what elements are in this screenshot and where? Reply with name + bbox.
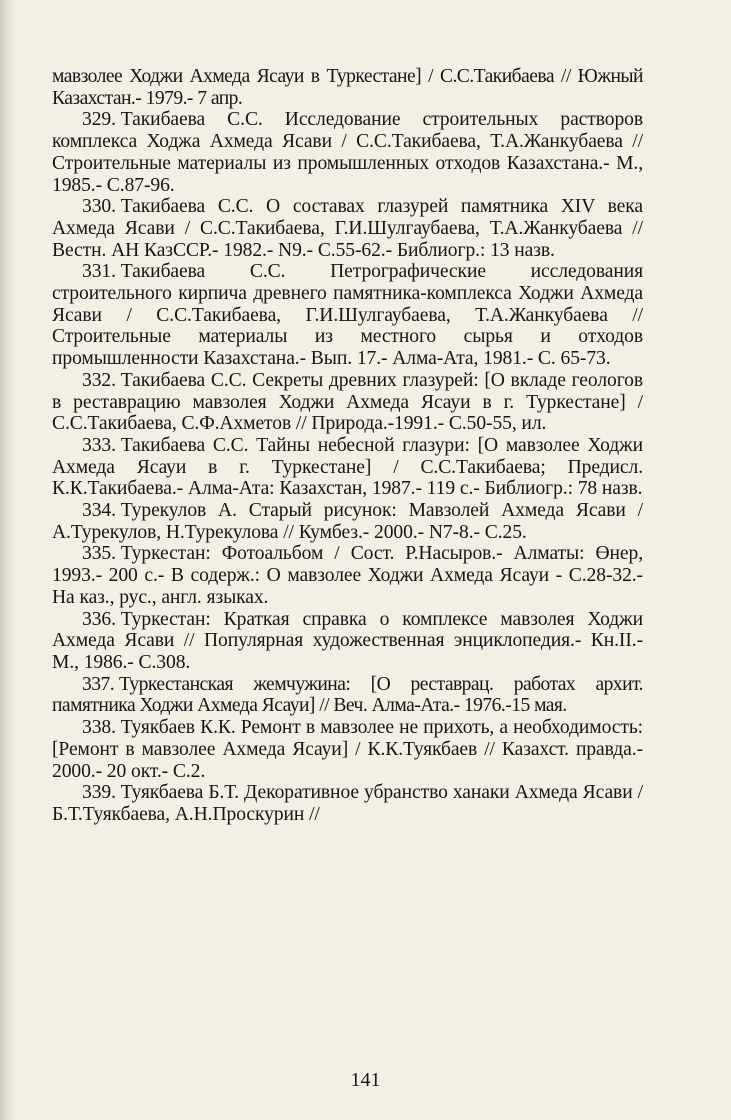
entry-text: Туякбаев К.К. Ремонт в мавзолее не прихоть, а необходимость: [Ремонт в мавзолее Ахмеда Ясауи] / К.К.Туякбаев // Казахст. правда.- 2000.- 20 окт.- С.2. (52, 717, 643, 782)
bibliography-entry-330 (52, 196, 643, 261)
entry-text: Такибаева С.С. Петрографические исследования строительного кирпича древнего памятника-комплекса Ходжи Ахмеда Ясави / С.С.Такибаева, Г.И.Шулгаубаева, Т.А.Жанкубаева // Строительные материалы из местного сырья и отходов промышленности Казахстана.- Вып. 17.- Алма-Ата, 1981.- С. 65-73. (52, 261, 643, 370)
entry-number: 330. (82, 196, 116, 218)
page-number: 141 (350, 1069, 381, 1091)
bibliography-entry-339 (52, 782, 643, 825)
bibliography-entry-335 (52, 543, 643, 608)
entry-number: 331. (82, 261, 116, 283)
entry-number: 329. (82, 109, 116, 131)
entry-continuation: мавзолее Ходжи Ахмеда Ясауи в Туркестане] / С.С.Такибаева // Южный Казахстан.- 1979.- 7 апр. (52, 66, 643, 109)
entry-text: Турекулов А. Старый рисунок: Мавзолей Ахмеда Ясави / А.Турекулов, Н.Турекулова // Кумбез.- 2000.- N7-8.- С.25. (52, 500, 643, 543)
bibliography-entry-332 (52, 370, 643, 435)
entry-number: 339. (82, 782, 116, 804)
entry-text: Такибаева С.С. О составах глазурей памятника XIV века Ахмеда Ясави / С.С.Такибаева, Г.И.Шулгаубаева, Т.А.Жанкубаева // Вестн. АН КазССР.- 1982.- N9.- С.55-62.- Библиогр.: 13 назв. (52, 196, 643, 261)
bibliography-entry-331 (52, 261, 643, 370)
entry-number: 332. (82, 369, 116, 391)
bibliography-entry-333 (52, 435, 643, 500)
entry-number: 337. (82, 673, 115, 695)
bibliography-entry-337 (52, 674, 643, 717)
page-spine-shadow (0, 0, 14, 1120)
entry-text: Туркестан: Фотоальбом / Сост. Р.Насыров.- Алматы: Өнер, 1993.- 200 с.- В содерж.: О мавзолее Ходжи Ахмеда Ясауи - С.28-32.- На каз., рус., англ. языках. (52, 543, 643, 608)
entry-text: Такибаева С.С. Исследование строительных растворов комплекса Ходжа Ахмеда Ясави / С.С.Такибаева, Т.А.Жанкубаева // Строительные материалы из промышленных отходов Казахстана.- М., 1985.- С.87-96. (52, 109, 643, 196)
entry-number: 335. (82, 543, 116, 565)
entry-number: 336. (82, 608, 116, 630)
bibliography-entry-336 (52, 609, 643, 674)
entry-text: Такибаева С.С. Секреты древних глазурей: [О вкладе геологов в реставрацию мавзолея Ходжи Ахмеда Ясауи в г. Туркестане] / С.С.Такибаева, С.Ф.Ахметов // Природа.-1991.- С.50-55, ил. (52, 369, 643, 435)
bibliography-text (52, 66, 643, 826)
bibliography-entry-329 (52, 109, 643, 196)
entry-number: 333. (82, 434, 116, 456)
entry-text: Туякбаева Б.Т. Декоративное убранство ханаки Ахмеда Ясави / Б.Т.Туякбаева, А.Н.Проскурин // (52, 782, 643, 825)
entry-number: 334. (82, 500, 116, 522)
entry-text: Туркестанская жемчужина: [О реставрац. работах архит. памятника Ходжи Ахмеда Ясауи] // Веч. Алма-Ата.- 1976.-15 мая. (52, 673, 643, 717)
bibliography-entry-338 (52, 717, 643, 782)
entry-text: Туркестан: Краткая справка о комплексе мавзолея Ходжи Ахмеда Ясави // Популярная художественная энциклопедия.- Кн.II.- М., 1986.- С.308. (52, 608, 643, 673)
entry-number: 338. (82, 717, 116, 739)
bibliography-entry-334 (52, 500, 643, 543)
entry-text: Такибаева С.С. Тайны небесной глазури: [О мавзолее Ходжи Ахмеда Ясауи в г. Туркестане] / С.С.Такибаева; Предисл. К.К.Такибаева.- Алма-Ата: Казахстан, 1987.- 119 с.- Библиогр.: 78 назв. (52, 434, 643, 500)
